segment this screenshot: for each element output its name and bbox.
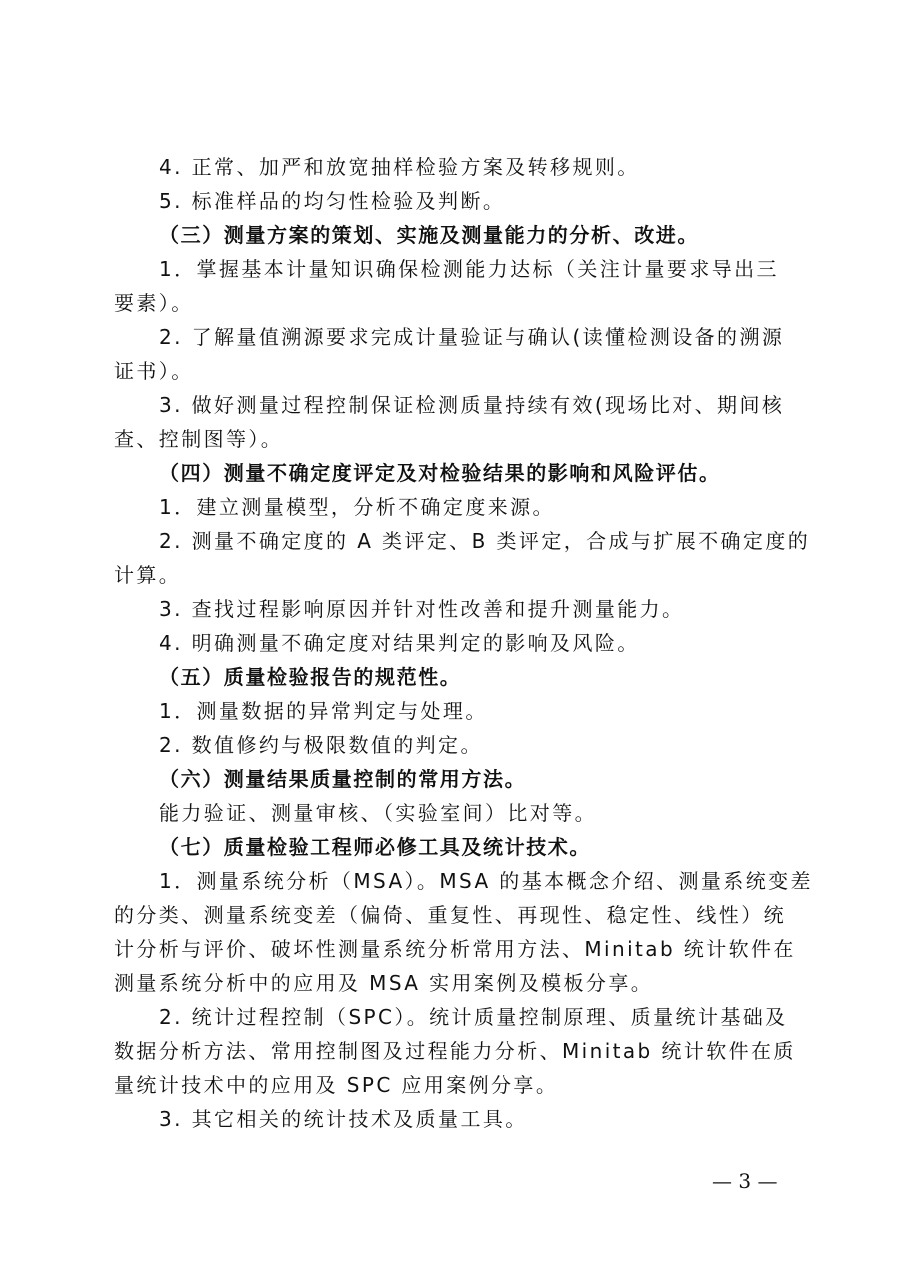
section-heading-7: （七）质量检验工程师必修工具及统计技术。 — [159, 835, 591, 859]
section-heading-5: （五）质量检验报告的规范性。 — [159, 665, 462, 689]
list-item-continuation: 的分类、测量系统变差（偏倚、重复性、再现性、稳定性、线性）统 — [114, 903, 786, 927]
list-item: 1．建立测量模型，分析不确定度来源。 — [159, 495, 555, 519]
section-heading-3: （三）测量方案的策划、实施及测量能力的分析、改进。 — [159, 223, 699, 247]
list-item: 1．测量系统分析（MSA）。MSA 的基本概念介绍、测量系统变差 — [159, 869, 813, 893]
list-item: 4. 明确测量不确定度对结果判定的影响及风险。 — [159, 631, 640, 655]
list-item: 3. 其它相关的统计技术及质量工具。 — [159, 1107, 528, 1131]
list-item: 2. 测量不确定度的 A 类评定、B 类评定，合成与扩展不确定度的 — [159, 529, 811, 553]
list-item: 2. 数值修约与极限数值的判定。 — [159, 733, 483, 757]
list-item: 4. 正常、加严和放宽抽样检验方案及转移规则。 — [159, 155, 640, 179]
list-item-continuation: 测量系统分析中的应用及 MSA 实用案例及模板分享。 — [114, 971, 654, 995]
list-item-continuation: 查、控制图等）。 — [114, 427, 284, 451]
list-item: 2. 统计过程控制（SPC）。统计质量控制原理、质量统计基础及 — [159, 1005, 788, 1029]
list-item-continuation: 计分析与评价、破坏性测量系统分析常用方法、Minitab 统计软件在 — [114, 937, 796, 961]
list-item: 2. 了解量值溯源要求完成计量验证与确认(读懂检测设备的溯源 — [159, 325, 785, 349]
list-item: 3. 做好测量过程控制保证检测质量持续有效(现场比对、期间核 — [159, 393, 785, 417]
document-body — [114, 150, 813, 1136]
page-number: — 3 — — [712, 1169, 778, 1193]
list-item: 1．掌握基本计量知识确保检测能力达标（关注计量要求导出三 — [159, 257, 779, 281]
list-item: 3. 查找过程影响原因并针对性改善和提升测量能力。 — [159, 597, 685, 621]
list-item: 5. 标准样品的均匀性检验及判断。 — [159, 189, 506, 213]
list-item-continuation: 数据分析方法、常用控制图及过程能力分析、Minitab 统计软件在质 — [114, 1039, 796, 1063]
list-item: 1．测量数据的异常判定与处理。 — [159, 699, 488, 723]
list-item-continuation: 要素）。 — [114, 291, 194, 315]
section-heading-6: （六）测量结果质量控制的常用方法。 — [159, 767, 527, 791]
section-heading-4: （四）测量不确定度评定及对检验结果的影响和风险评估。 — [159, 461, 721, 485]
list-item-continuation: 计算。 — [114, 563, 182, 587]
list-item-continuation: 证书）。 — [114, 359, 194, 383]
list-item-continuation: 量统计技术中的应用及 SPC 应用案例分享。 — [114, 1073, 559, 1097]
paragraph: 能力验证、测量审核、（实验室间）比对等。 — [159, 801, 597, 825]
